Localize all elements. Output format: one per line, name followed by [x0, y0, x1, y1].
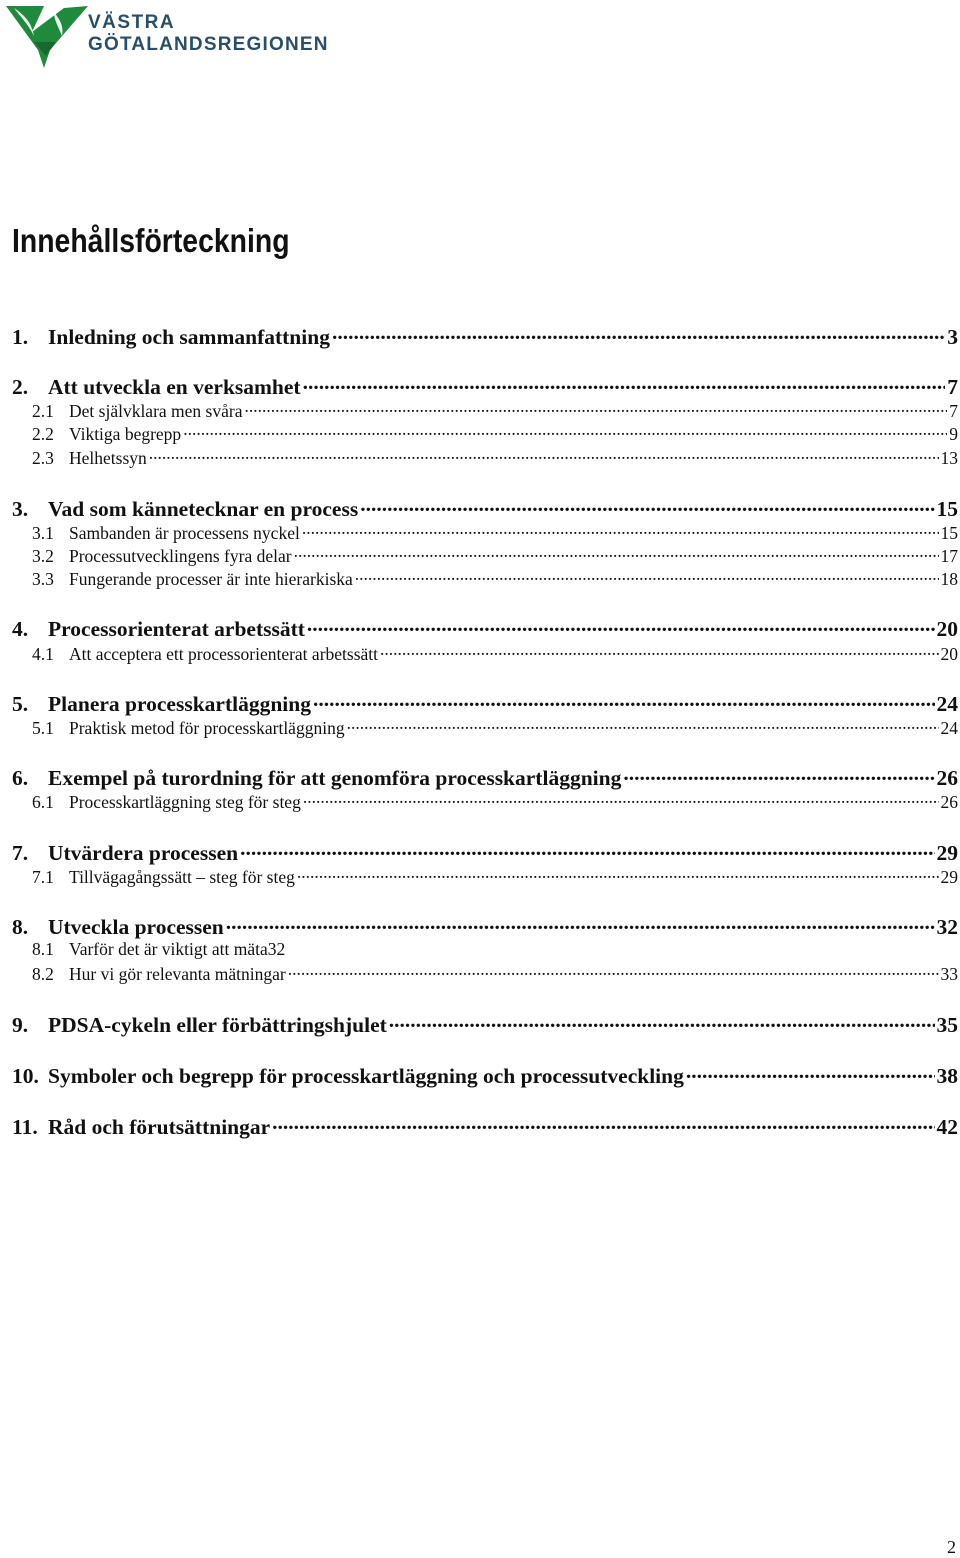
toc-entry-number: 5.1: [32, 717, 54, 738]
toc-entry-number: 3.1: [32, 522, 54, 543]
toc-entry-title: Utvärdera processen: [48, 840, 239, 865]
toc-entry-page: 26: [936, 765, 958, 790]
toc-entry-number: 3.2: [32, 545, 54, 566]
toc-entry[interactable]: [12, 865, 958, 887]
toc-entry[interactable]: [12, 446, 958, 468]
toc-entry[interactable]: [12, 912, 958, 940]
toc-entry[interactable]: [12, 642, 958, 664]
toc-entry-title: Det självklara men svåra: [69, 400, 243, 421]
toc-entry-page: 20: [936, 616, 958, 641]
toc-entry-page: 35: [936, 1012, 958, 1037]
toc-entry-number: 6.: [12, 765, 29, 790]
toc-entry-title: Hur vi gör relevanta mätningar: [69, 963, 286, 984]
toc-entry-title: Processorienterat arbetssätt: [48, 616, 305, 641]
toc-entry-page: 20: [940, 643, 958, 664]
toc-entry-page: 33: [940, 963, 958, 984]
toc-entry-number: 2.: [12, 374, 29, 399]
toc-entry[interactable]: [12, 399, 958, 421]
toc-entry-title: Processkartläggning steg för steg: [69, 791, 301, 812]
toc-entry-number: 1.: [12, 324, 29, 349]
toc-entry-title: Att utveckla en verksamhet: [48, 374, 301, 399]
toc-leader-dots: [623, 763, 934, 785]
toc-entry-number: 3.3: [32, 568, 54, 589]
toc-leader-dots: [149, 446, 939, 464]
toc-entry[interactable]: [12, 372, 958, 400]
toc-entry-title: PDSA-cykeln eller förbättringshjulet: [48, 1012, 387, 1037]
toc-entry[interactable]: [12, 716, 958, 738]
toc-entry-title: Symboler och begrepp för processkartläggning och processutveckling: [48, 1063, 684, 1088]
toc-entry-page: 38: [936, 1063, 958, 1088]
toc-entry-page: 24: [936, 691, 958, 716]
toc-leader-dots: [380, 642, 938, 660]
toc-leader-dots: [272, 1112, 934, 1134]
logo-mark-icon: [4, 2, 90, 72]
toc-entry-page: 32: [936, 914, 958, 939]
toc-entry-number: 7.: [12, 840, 29, 865]
toc-entry[interactable]: [12, 322, 958, 350]
toc-entry-number: 2.2: [32, 423, 54, 444]
toc-entry-title: Sambanden är processens nyckel: [69, 522, 300, 543]
toc-entry-number: 11.: [12, 1114, 38, 1139]
toc-leader-dots: [297, 865, 939, 883]
toc-entry-number: 9.: [12, 1012, 29, 1037]
toc-entry-page: 18: [940, 568, 958, 589]
toc-entry-page: 15: [940, 522, 958, 543]
toc-entry-title: Att acceptera ett processorienterat arbetssätt: [69, 643, 379, 664]
toc-entry-number: 8.: [12, 914, 29, 939]
logo-text-line2: GÖTALANDSREGIONEN: [88, 34, 329, 55]
toc-entry-page: 7: [947, 374, 958, 399]
toc-leader-dots: [332, 322, 945, 344]
toc-entry[interactable]: [12, 1010, 958, 1038]
toc-entry[interactable]: [12, 1112, 958, 1140]
toc-entry-number: 5.: [12, 691, 29, 716]
toc-entry-page: 13: [940, 447, 958, 468]
toc-entry-page: 26: [940, 791, 958, 812]
toc-entry[interactable]: [12, 763, 958, 791]
toc-entry[interactable]: [12, 422, 958, 444]
toc-entry-number: 4.: [12, 616, 29, 641]
toc-entry-page: 3: [947, 324, 958, 349]
toc-entry-title: Processutvecklingens fyra delar: [69, 545, 292, 566]
toc-entry-page: 9: [949, 423, 958, 444]
toc-entry-title: Råd och förutsättningar: [48, 1114, 271, 1139]
toc-leader-dots: [303, 790, 939, 808]
toc-entry[interactable]: [12, 790, 958, 812]
toc-entry-number: 2.3: [32, 447, 54, 468]
toc-entry-title: Planera processkartläggning: [48, 691, 311, 716]
toc-leader-dots: [183, 422, 947, 440]
toc-entry-page: 42: [936, 1114, 958, 1139]
toc-entry-number: 8.1: [32, 939, 54, 959]
toc-entry-title: Viktiga begrepp: [69, 423, 182, 444]
toc-entry-number: 10.: [12, 1063, 39, 1088]
toc-entry[interactable]: [12, 962, 958, 984]
toc-entry-title: Inledning och sammanfattning: [48, 324, 330, 349]
toc-entry-title: Praktisk metod för processkartläggning: [69, 717, 345, 738]
logo-text-line1: VÄSTRA: [88, 12, 176, 33]
toc-entry-page: 29: [936, 840, 958, 865]
toc-leader-dots: [226, 912, 935, 934]
toc-leader-dots: [302, 521, 939, 539]
toc-entry-title: Helhetssyn: [69, 447, 147, 468]
toc-leader-dots: [389, 1010, 935, 1032]
toc-leader-dots: [288, 962, 939, 980]
toc-entry[interactable]: [12, 939, 958, 961]
toc-entry-title: Vad som kännetecknar en process: [48, 496, 359, 521]
toc-leader-dots: [307, 614, 935, 636]
toc-entry-title: Exempel på turordning för att genomföra processkartläggning: [48, 765, 622, 790]
toc-entry-page: 24: [940, 717, 958, 738]
toc-entry-number: 8.2: [32, 963, 54, 984]
toc-entry[interactable]: [12, 544, 958, 566]
toc-entry-number: 4.1: [32, 643, 54, 664]
toc-leader-dots: [686, 1061, 935, 1083]
toc-entry[interactable]: [12, 1061, 958, 1089]
toc-leader-dots: [313, 689, 935, 711]
toc-leader-dots: [347, 716, 939, 734]
toc-entry[interactable]: [12, 494, 958, 522]
toc-entry-title: Varför det är viktigt att mäta32: [69, 939, 286, 959]
toc-entry[interactable]: [12, 567, 958, 589]
toc-entry-title: Utveckla processen: [48, 914, 224, 939]
page-number: 2: [947, 1537, 956, 1557]
toc-leader-dots: [355, 567, 939, 585]
toc-entry-title: Tillvägagångssätt – steg för steg: [69, 866, 295, 887]
toc-leader-dots: [360, 494, 934, 516]
toc-entry-title: Fungerande processer är inte hierarkiska: [69, 568, 353, 589]
toc-leader-dots: [303, 372, 946, 394]
toc-entry-number: 7.1: [32, 866, 54, 887]
toc-entry[interactable]: [12, 838, 958, 866]
toc-entry[interactable]: [12, 521, 958, 543]
toc-leader-dots: [240, 838, 934, 860]
region-logo: [4, 2, 364, 72]
toc-entry-number: 2.1: [32, 400, 54, 421]
toc-entry[interactable]: [12, 614, 958, 642]
toc-entry-page: 29: [940, 866, 958, 887]
toc-entry-page: 7: [949, 400, 958, 421]
toc-entry-page: 17: [940, 545, 958, 566]
toc-leader-dots: [294, 544, 939, 562]
toc-entry-page: 15: [936, 496, 958, 521]
toc-entry-number: 3.: [12, 496, 29, 521]
toc-leader-dots: [244, 399, 947, 417]
toc-entry-number: 6.1: [32, 791, 54, 812]
toc-entry[interactable]: [12, 689, 958, 717]
toc-title: Innehållsförteckning: [12, 222, 290, 259]
